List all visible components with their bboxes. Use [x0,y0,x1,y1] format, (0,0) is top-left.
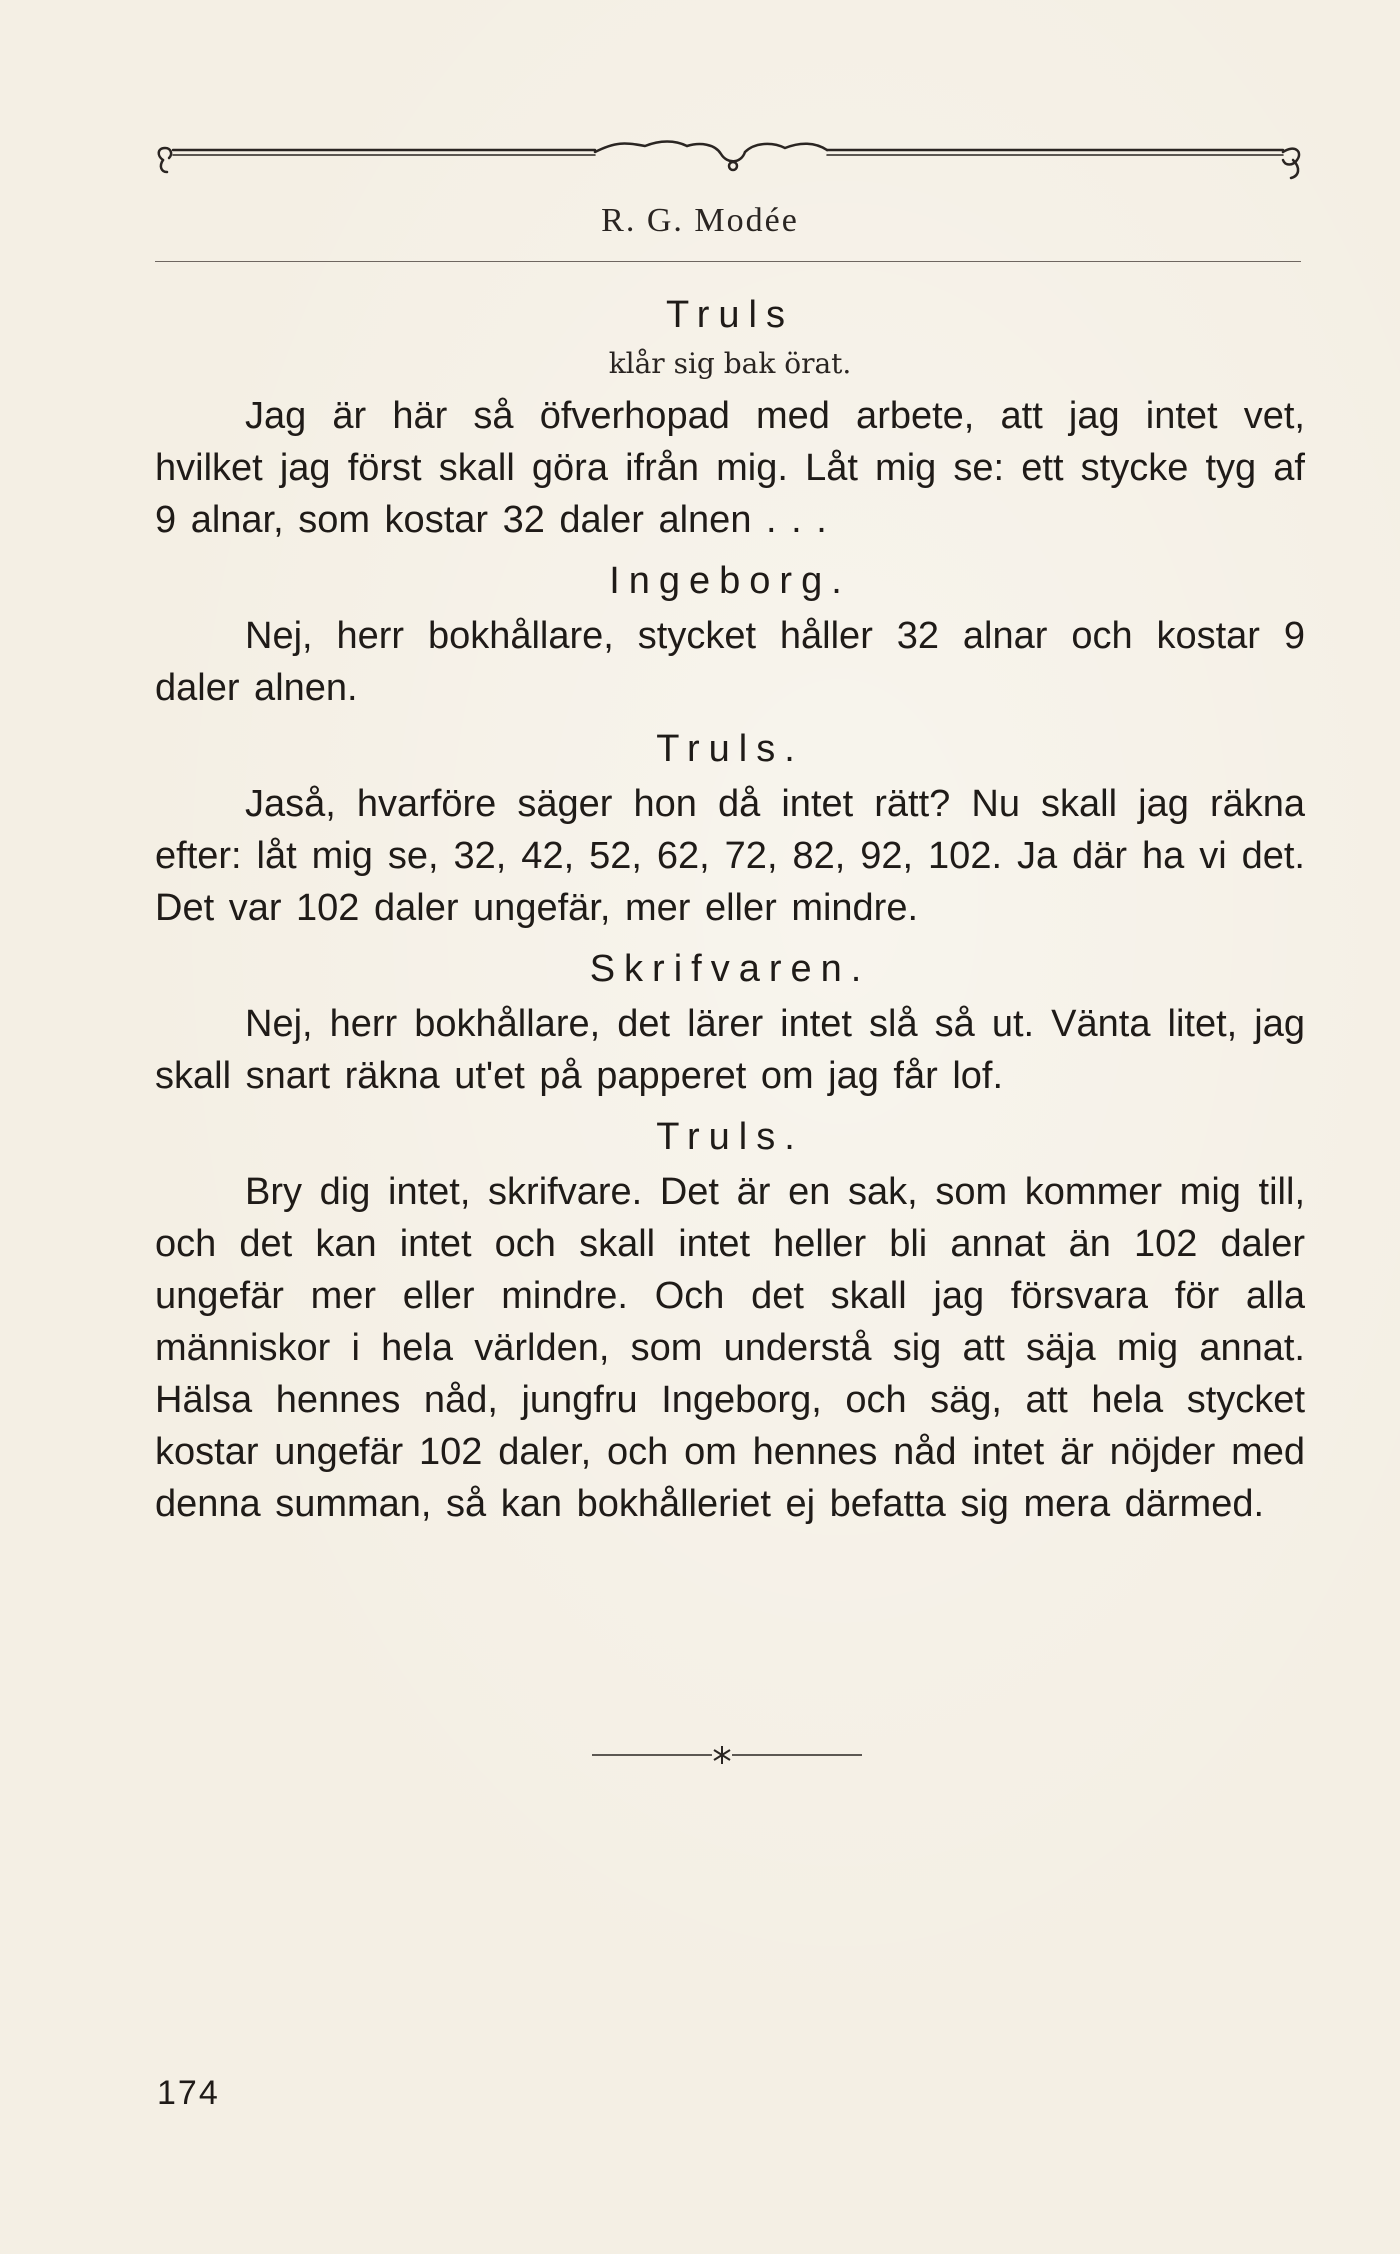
dialogue-paragraph: Bry dig intet, skrifvare. Det är en sak, som kommer mig till, och det kan intet och skall intet heller bli annat än 102 daler ungefär mer eller mindre. Och det skall jag försvara för alla människor i hela världen, som understå sig att säja mig annat. Hälsa hennes nåd, jungfru Ingeborg, och säg, att hela stycket kostar ungefär 102 daler, och om hennes nåd intet är nöjder med denna summan, så kan bokhålleriet ej befatta sig mera därmed. [155,1171,1305,1525]
closing-ornament [0,1740,1400,1770]
play-text [155,282,1305,1530]
dialogue-paragraph: Nej, herr bokhållare, stycket håller 32 alnar och kostar 9 daler alnen. [155,615,1305,709]
speaker-name: Truls. [656,728,804,770]
speaker-name: Ingeborg. [609,560,851,602]
dialogue-paragraph: Nej, herr bokhållare, det lärer intet slå så ut. Vänta litet, jag skall snart räkna ut'et på papperet om jag får lof. [155,1003,1305,1097]
stage-direction: klår sig bak örat. [608,347,852,380]
speaker-name: Truls [665,294,795,336]
running-head: R. G. Modée [601,202,799,239]
header-ornament [155,138,1305,198]
page-number: 174 [157,2074,220,2112]
speaker-name: Truls. [656,1116,804,1158]
dialogue-paragraph: Jag är här så öfverhopad med arbete, att jag intet vet, hvilket jag först skall göra ifrån mig. Låt mig se: ett stycke tyg af 9 alnar, som kostar 32 daler alnen . . . [155,395,1305,541]
header-rule [155,261,1301,262]
dialogue-paragraph: Jaså, hvarföre säger hon då intet rätt? Nu skall jag räkna efter: låt mig se, 32, 42, 52, 62, 72, 82, 92, 102. Ja där ha vi det. Det var 102 daler ungefär, mer eller mindre. [155,783,1305,929]
speaker-name: Skrifvaren. [589,948,871,990]
